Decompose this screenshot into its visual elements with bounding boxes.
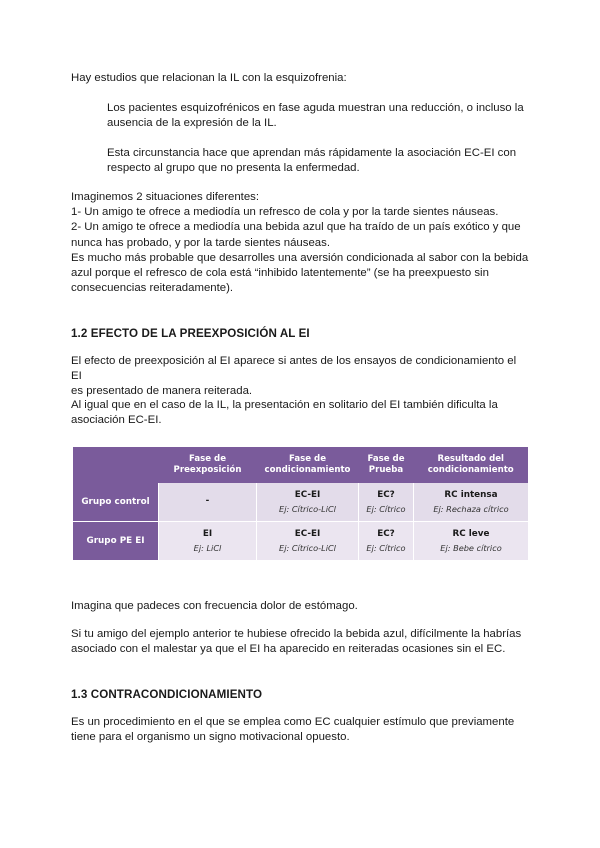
table-cell bbox=[159, 522, 257, 561]
section-heading-1-3: 1.3 CONTRACONDICIONAMIENTO bbox=[71, 688, 263, 701]
header-line: Resultado del bbox=[437, 453, 504, 464]
text-line: consecuencias reiteradamente). bbox=[71, 282, 234, 295]
text-line: 1- Un amigo te ofrece a mediodía un refresco de cola y por la tarde sientes náuseas. bbox=[71, 206, 499, 219]
cell-main: EC-EI bbox=[294, 490, 321, 500]
text-line: asociación EC-EI. bbox=[71, 414, 162, 427]
preexposure-table bbox=[73, 447, 528, 560]
row-label: Grupo PE EI bbox=[73, 522, 159, 561]
table-header-cell bbox=[257, 447, 359, 483]
text-line: El efecto de preexposición al EI aparece si antes de los ensayos de condicionamiento el EI bbox=[71, 355, 517, 383]
text-line: Es un procedimiento en el que se emplea como EC cualquier estímulo que previamente bbox=[71, 716, 515, 728]
header-line: Fase de bbox=[288, 453, 327, 464]
cell-main: EC-EI bbox=[294, 529, 321, 539]
cell-main: RC leve bbox=[452, 529, 490, 539]
intro-paragraph: Hay estudios que relacionan la IL con la esquizofrenia: bbox=[71, 72, 347, 84]
cell-sub: Ej: Cítrico bbox=[366, 504, 406, 514]
header-line: Prueba bbox=[368, 465, 404, 475]
section-heading-1-2: 1.2 EFECTO DE LA PREEXPOSICIÓN AL EI bbox=[71, 327, 310, 340]
table-cell bbox=[414, 522, 529, 561]
text-line: tiene para el organismo un signo motivacional opuesto. bbox=[71, 731, 350, 744]
text-line: respecto al grupo que no presenta la enfermedad. bbox=[107, 162, 360, 175]
after-table-paragraph-2 bbox=[71, 627, 529, 657]
table-cell bbox=[159, 483, 257, 522]
header-line: Fase de bbox=[188, 453, 227, 464]
cell-sub: Ej: Bebe cítrico bbox=[440, 543, 502, 553]
indented-paragraph-2 bbox=[107, 146, 527, 176]
table-cell bbox=[257, 522, 359, 561]
text-line: Esta circunstancia hace que aprendan más rápidamente la asociación EC-EI con bbox=[107, 147, 517, 159]
row-label: Grupo control bbox=[73, 483, 159, 522]
cell-sub: Ej: Rechaza cítrico bbox=[433, 504, 509, 514]
cell-sub: Ej: Cítrico-LiCl bbox=[279, 504, 336, 514]
after-table-paragraph-1: Imagina que padeces con frecuencia dolor de estómago. bbox=[71, 600, 358, 612]
cell-main: EI bbox=[202, 529, 213, 539]
cell-sub: Ej: LiCl bbox=[193, 543, 222, 553]
text-line: 2- Un amigo te ofrece a mediodía una bebida azul que ha traído de un país exótico y que bbox=[71, 221, 521, 234]
text-line: es presentado de manera reiterada. bbox=[71, 385, 253, 398]
table-cell bbox=[414, 483, 529, 522]
table-header-cell bbox=[414, 447, 529, 483]
table-row bbox=[73, 483, 528, 522]
table-cell bbox=[359, 483, 414, 522]
header-line: Fase de bbox=[367, 453, 405, 464]
header-line: Preexposición bbox=[173, 465, 242, 475]
cell-main: EC? bbox=[377, 529, 395, 539]
cell-main: RC intensa bbox=[444, 490, 498, 500]
header-line: condicionamiento bbox=[264, 465, 351, 475]
table-header-cell bbox=[359, 447, 414, 483]
table-cell bbox=[359, 522, 414, 561]
text-line: Imaginemos 2 situaciones diferentes: bbox=[71, 191, 260, 203]
indented-paragraph-1 bbox=[107, 101, 527, 131]
section12-paragraph-1 bbox=[71, 354, 529, 400]
cell-main: EC? bbox=[377, 490, 395, 500]
situations-paragraph bbox=[71, 190, 529, 296]
text-line: Si tu amigo del ejemplo anterior te hubiese ofrecido la bebida azul, difícilmente la habrías bbox=[71, 628, 522, 640]
table-row bbox=[73, 522, 528, 561]
cell-main: - bbox=[205, 496, 210, 506]
section13-paragraph bbox=[71, 715, 529, 745]
header-line: condicionamiento bbox=[427, 465, 514, 475]
cell-sub: Ej: Cítrico bbox=[366, 543, 406, 553]
text-line: ausencia de la expresión de la IL. bbox=[107, 117, 277, 130]
text-line: Los pacientes esquizofrénicos en fase aguda muestran una reducción, o incluso la bbox=[107, 102, 524, 114]
text-line: nunca has probado, y por la tarde sientes náuseas. bbox=[71, 236, 330, 249]
table-cell bbox=[257, 483, 359, 522]
cell-sub: Ej: Cítrico-LiCl bbox=[279, 543, 336, 553]
text-line: Al igual que en el caso de la IL, la presentación en solitario del EI también dificulta la bbox=[71, 399, 498, 411]
text-line: Es mucho más probable que desarrolles una aversión condicionada al sabor con la bebida bbox=[71, 251, 529, 264]
text-line: asociado con el malestar ya que el EI ha aparecido en reiteradas ocasiones sin el EC. bbox=[71, 643, 506, 656]
table-header-row bbox=[73, 447, 528, 483]
table-corner-cell bbox=[73, 447, 159, 483]
text-line: azul porque el refresco de cola está “inhibido latentemente” (se ha preexpuesto sin bbox=[71, 267, 489, 280]
table-header-cell bbox=[159, 447, 257, 483]
section12-paragraph-2 bbox=[71, 398, 529, 428]
